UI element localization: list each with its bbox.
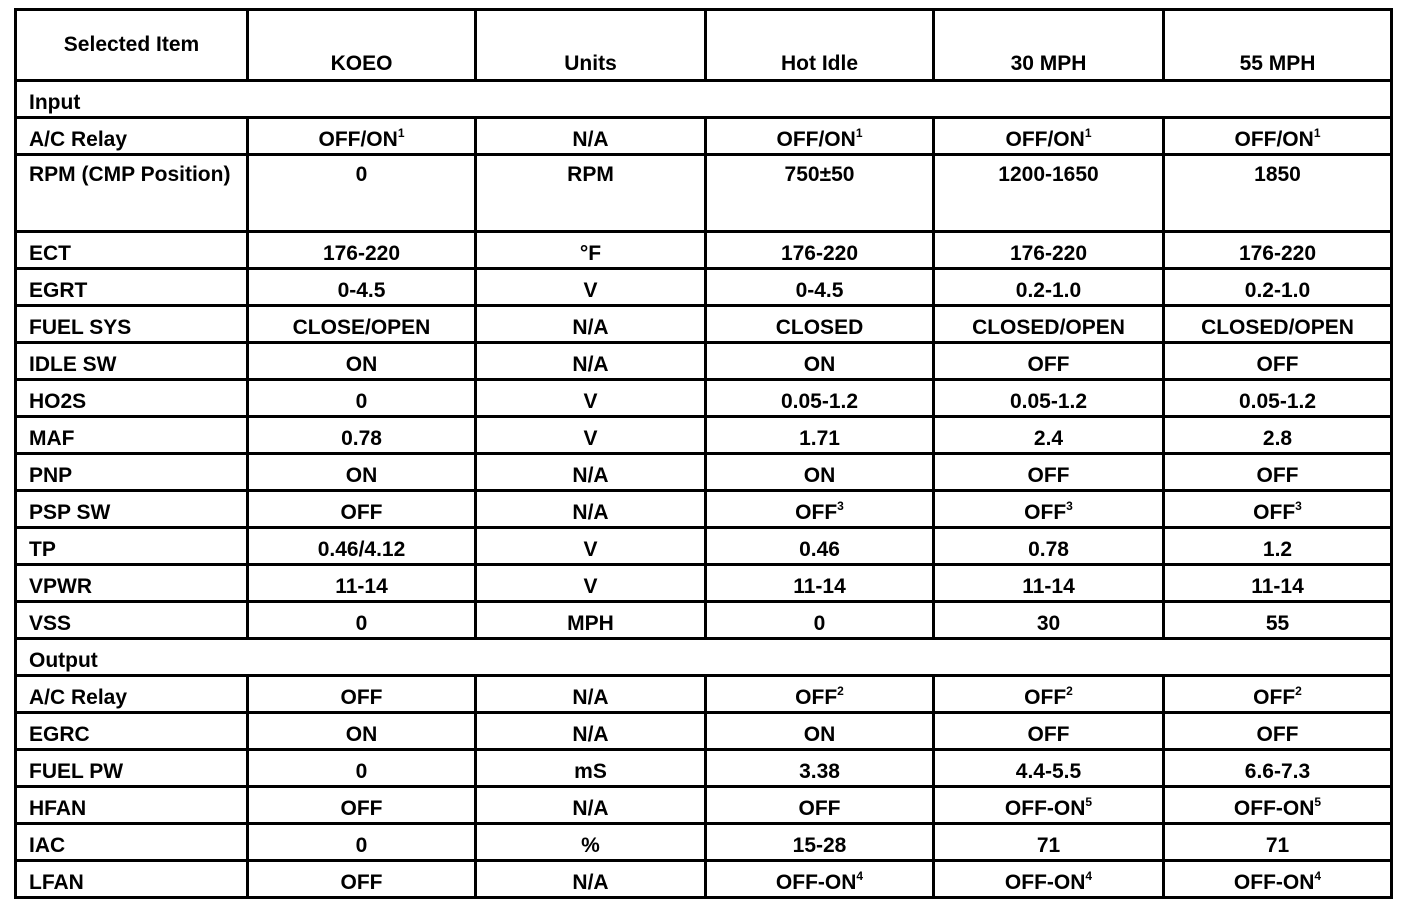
cell-55-mph bbox=[1164, 155, 1392, 232]
cell-units bbox=[476, 787, 706, 824]
cell-value: V bbox=[583, 390, 598, 413]
cell-koeo bbox=[248, 118, 476, 155]
table-row bbox=[16, 155, 1392, 232]
cell-value: OFF-ON bbox=[1233, 871, 1315, 894]
cell-value: 1.71 bbox=[799, 427, 840, 450]
cell-selected-item: MAF bbox=[16, 417, 248, 454]
cell-30-mph bbox=[934, 417, 1164, 454]
cell-value: OFF bbox=[1027, 464, 1070, 487]
footnote-marker: 4 bbox=[1085, 869, 1093, 883]
cell-55-mph bbox=[1164, 602, 1392, 639]
cell-30-mph bbox=[934, 269, 1164, 306]
cell-value: OFF bbox=[1027, 353, 1070, 376]
cell-value: OFF bbox=[1256, 464, 1299, 487]
footnote-marker: 3 bbox=[1066, 499, 1073, 513]
cell-value: 0.46 bbox=[799, 538, 840, 561]
cell-units bbox=[476, 565, 706, 602]
cell-value: MPH bbox=[567, 612, 614, 635]
cell-koeo bbox=[248, 232, 476, 269]
cell-value: OFF bbox=[340, 686, 383, 709]
cell-value: OFF bbox=[1024, 501, 1067, 524]
cell-value: 0.78 bbox=[341, 427, 382, 450]
cell-value: V bbox=[583, 575, 598, 598]
section-title: Output bbox=[16, 639, 1392, 676]
cell-30-mph bbox=[934, 491, 1164, 528]
cell-value: 0.78 bbox=[1028, 538, 1069, 561]
cell-selected-item: HFAN bbox=[16, 787, 248, 824]
cell-value: ON bbox=[345, 723, 378, 746]
footnote-marker: 5 bbox=[1085, 795, 1093, 809]
cell-value: 0 bbox=[355, 760, 368, 783]
cell-units bbox=[476, 713, 706, 750]
cell-selected-item: FUEL PW bbox=[16, 750, 248, 787]
footnote-marker: 1 bbox=[855, 126, 863, 140]
cell-value: OFF-ON bbox=[1004, 871, 1086, 894]
cell-value: CLOSE/OPEN bbox=[292, 316, 431, 339]
cell-30-mph bbox=[934, 306, 1164, 343]
footnote-marker: 3 bbox=[837, 499, 844, 513]
cell-value: 2.8 bbox=[1262, 427, 1293, 450]
cell-value: 0.2-1.0 bbox=[1015, 279, 1082, 302]
table-row bbox=[16, 713, 1392, 750]
footnote-marker: 2 bbox=[837, 684, 844, 698]
cell-koeo bbox=[248, 454, 476, 491]
cell-units bbox=[476, 306, 706, 343]
cell-value: 1.2 bbox=[1262, 538, 1293, 561]
cell-value: 176-220 bbox=[322, 242, 401, 265]
cell-value: 0.46/4.12 bbox=[317, 538, 406, 561]
cell-value: 0 bbox=[355, 834, 368, 857]
cell-koeo bbox=[248, 713, 476, 750]
cell-value: 2.4 bbox=[1033, 427, 1064, 450]
cell-55-mph bbox=[1164, 343, 1392, 380]
cell-value: 4.4-5.5 bbox=[1015, 760, 1082, 783]
cell-value: V bbox=[583, 279, 598, 302]
cell-55-mph bbox=[1164, 491, 1392, 528]
cell-30-mph bbox=[934, 713, 1164, 750]
cell-value: N/A bbox=[572, 464, 609, 487]
cell-units bbox=[476, 380, 706, 417]
table-row bbox=[16, 602, 1392, 639]
cell-hot-idle bbox=[706, 380, 934, 417]
cell-30-mph bbox=[934, 232, 1164, 269]
cell-value: 0.2-1.0 bbox=[1244, 279, 1311, 302]
cell-value: 176-220 bbox=[780, 242, 859, 265]
cell-value: 0 bbox=[813, 612, 826, 635]
cell-value: OFF-ON bbox=[1233, 797, 1315, 820]
table-row bbox=[16, 861, 1392, 898]
cell-koeo bbox=[248, 343, 476, 380]
cell-units bbox=[476, 343, 706, 380]
cell-value: 0.05-1.2 bbox=[1238, 390, 1317, 413]
cell-hot-idle bbox=[706, 565, 934, 602]
cell-hot-idle bbox=[706, 269, 934, 306]
cell-value: N/A bbox=[572, 686, 609, 709]
cell-55-mph bbox=[1164, 232, 1392, 269]
cell-value: 0-4.5 bbox=[337, 279, 386, 302]
cell-55-mph bbox=[1164, 118, 1392, 155]
header-koeo: KOEO bbox=[248, 10, 476, 81]
cell-value: 176-220 bbox=[1009, 242, 1088, 265]
cell-value: 0.05-1.2 bbox=[780, 390, 859, 413]
cell-selected-item: HO2S bbox=[16, 380, 248, 417]
cell-hot-idle bbox=[706, 787, 934, 824]
cell-selected-item: RPM (CMP Position) bbox=[16, 155, 248, 232]
cell-55-mph bbox=[1164, 417, 1392, 454]
cell-value: 0 bbox=[355, 163, 368, 186]
cell-units bbox=[476, 417, 706, 454]
footnote-marker: 1 bbox=[1313, 126, 1321, 140]
pid-reference-table bbox=[14, 8, 1393, 899]
cell-value: 0 bbox=[355, 612, 368, 635]
cell-value: OFF/ON bbox=[1234, 128, 1314, 151]
cell-value: OFF bbox=[1253, 686, 1296, 709]
cell-55-mph bbox=[1164, 824, 1392, 861]
cell-value: OFF bbox=[340, 501, 383, 524]
cell-hot-idle bbox=[706, 118, 934, 155]
cell-selected-item: A/C Relay bbox=[16, 676, 248, 713]
header-units: Units bbox=[476, 10, 706, 81]
cell-55-mph bbox=[1164, 676, 1392, 713]
cell-value: CLOSED bbox=[775, 316, 864, 339]
cell-value: ON bbox=[345, 464, 378, 487]
cell-value: 11-14 bbox=[335, 575, 388, 598]
table-row bbox=[16, 417, 1392, 454]
cell-value: OFF bbox=[1253, 501, 1296, 524]
cell-hot-idle bbox=[706, 528, 934, 565]
cell-units bbox=[476, 676, 706, 713]
cell-value: CLOSED/OPEN bbox=[972, 316, 1125, 339]
cell-55-mph bbox=[1164, 713, 1392, 750]
cell-selected-item: TP bbox=[16, 528, 248, 565]
cell-value: 71 bbox=[1265, 834, 1290, 857]
cell-value: OFF-ON bbox=[1004, 797, 1086, 820]
cell-value: OFF/ON bbox=[318, 128, 398, 151]
table-row bbox=[16, 306, 1392, 343]
cell-value: ON bbox=[803, 464, 836, 487]
cell-value: 55 bbox=[1265, 612, 1290, 635]
cell-koeo bbox=[248, 602, 476, 639]
cell-30-mph bbox=[934, 155, 1164, 232]
cell-hot-idle bbox=[706, 602, 934, 639]
cell-value: V bbox=[583, 427, 598, 450]
cell-hot-idle bbox=[706, 750, 934, 787]
cell-value: 30 bbox=[1036, 612, 1061, 635]
cell-value: 3.38 bbox=[799, 760, 840, 783]
table-row bbox=[16, 454, 1392, 491]
cell-30-mph bbox=[934, 565, 1164, 602]
table-row bbox=[16, 750, 1392, 787]
cell-selected-item: ECT bbox=[16, 232, 248, 269]
cell-selected-item: IAC bbox=[16, 824, 248, 861]
footnote-marker: 5 bbox=[1314, 795, 1322, 809]
cell-value: N/A bbox=[572, 128, 609, 151]
cell-koeo bbox=[248, 565, 476, 602]
cell-30-mph bbox=[934, 676, 1164, 713]
pid-reference-table-container bbox=[14, 8, 1390, 899]
cell-units bbox=[476, 824, 706, 861]
cell-units bbox=[476, 528, 706, 565]
cell-value: 0-4.5 bbox=[795, 279, 844, 302]
cell-koeo bbox=[248, 676, 476, 713]
cell-koeo bbox=[248, 787, 476, 824]
table-header bbox=[16, 10, 1392, 81]
cell-value: N/A bbox=[572, 871, 609, 894]
section-title: Input bbox=[16, 81, 1392, 118]
table-row bbox=[16, 118, 1392, 155]
cell-hot-idle bbox=[706, 417, 934, 454]
cell-value: OFF bbox=[795, 686, 838, 709]
cell-value: OFF bbox=[340, 871, 383, 894]
table-row bbox=[16, 232, 1392, 269]
footnote-marker: 3 bbox=[1295, 499, 1302, 513]
cell-units bbox=[476, 750, 706, 787]
cell-value: 71 bbox=[1036, 834, 1061, 857]
table-row bbox=[16, 565, 1392, 602]
header-55-mph: 55 MPH bbox=[1164, 10, 1392, 81]
cell-30-mph bbox=[934, 118, 1164, 155]
cell-units bbox=[476, 454, 706, 491]
cell-koeo bbox=[248, 380, 476, 417]
cell-55-mph bbox=[1164, 380, 1392, 417]
section-row bbox=[16, 81, 1392, 118]
footnote-marker: 1 bbox=[397, 126, 405, 140]
cell-value: 1200-1650 bbox=[998, 163, 1099, 186]
cell-30-mph bbox=[934, 750, 1164, 787]
header-selected-item: Selected Item bbox=[16, 10, 248, 81]
cell-koeo bbox=[248, 306, 476, 343]
cell-value: 1850 bbox=[1254, 163, 1301, 186]
cell-units bbox=[476, 232, 706, 269]
cell-30-mph bbox=[934, 454, 1164, 491]
cell-hot-idle bbox=[706, 155, 934, 232]
cell-55-mph bbox=[1164, 454, 1392, 491]
cell-value: CLOSED/OPEN bbox=[1201, 316, 1354, 339]
table-row bbox=[16, 380, 1392, 417]
table-row bbox=[16, 824, 1392, 861]
footnote-marker: 4 bbox=[856, 869, 864, 883]
cell-value: °F bbox=[579, 242, 602, 265]
cell-units bbox=[476, 861, 706, 898]
cell-units bbox=[476, 269, 706, 306]
table-row bbox=[16, 343, 1392, 380]
cell-value: % bbox=[581, 834, 600, 857]
header-row bbox=[16, 10, 1392, 81]
cell-value: OFF bbox=[1256, 353, 1299, 376]
footnote-marker: 4 bbox=[1314, 869, 1322, 883]
cell-55-mph bbox=[1164, 750, 1392, 787]
cell-30-mph bbox=[934, 343, 1164, 380]
cell-value: OFF/ON bbox=[776, 128, 856, 151]
cell-55-mph bbox=[1164, 787, 1392, 824]
cell-units bbox=[476, 491, 706, 528]
cell-hot-idle bbox=[706, 861, 934, 898]
cell-hot-idle bbox=[706, 343, 934, 380]
cell-55-mph bbox=[1164, 861, 1392, 898]
cell-value: OFF-ON bbox=[775, 871, 857, 894]
table-body bbox=[16, 81, 1392, 898]
cell-koeo bbox=[248, 155, 476, 232]
cell-30-mph bbox=[934, 602, 1164, 639]
cell-value: OFF bbox=[795, 501, 838, 524]
cell-hot-idle bbox=[706, 232, 934, 269]
cell-value: 15-28 bbox=[792, 834, 847, 857]
cell-value: OFF/ON bbox=[1005, 128, 1085, 151]
cell-selected-item: PSP SW bbox=[16, 491, 248, 528]
footnote-marker: 2 bbox=[1066, 684, 1073, 698]
cell-value: OFF bbox=[1256, 723, 1299, 746]
cell-value: 11-14 bbox=[1251, 575, 1304, 598]
cell-selected-item: VPWR bbox=[16, 565, 248, 602]
cell-value: RPM bbox=[567, 163, 614, 186]
cell-value: N/A bbox=[572, 723, 609, 746]
header-30-mph: 30 MPH bbox=[934, 10, 1164, 81]
cell-selected-item: IDLE SW bbox=[16, 343, 248, 380]
cell-koeo bbox=[248, 417, 476, 454]
cell-selected-item: EGRT bbox=[16, 269, 248, 306]
cell-55-mph bbox=[1164, 306, 1392, 343]
cell-55-mph bbox=[1164, 565, 1392, 602]
cell-30-mph bbox=[934, 861, 1164, 898]
cell-55-mph bbox=[1164, 269, 1392, 306]
cell-value: V bbox=[583, 538, 598, 561]
table-row bbox=[16, 528, 1392, 565]
cell-30-mph bbox=[934, 787, 1164, 824]
cell-koeo bbox=[248, 750, 476, 787]
cell-hot-idle bbox=[706, 676, 934, 713]
cell-hot-idle bbox=[706, 824, 934, 861]
cell-hot-idle bbox=[706, 713, 934, 750]
cell-value: 0 bbox=[355, 390, 368, 413]
cell-koeo bbox=[248, 269, 476, 306]
cell-value: OFF bbox=[1027, 723, 1070, 746]
cell-selected-item: EGRC bbox=[16, 713, 248, 750]
table-row bbox=[16, 491, 1392, 528]
cell-value: 0.05-1.2 bbox=[1009, 390, 1088, 413]
cell-units bbox=[476, 118, 706, 155]
cell-selected-item: PNP bbox=[16, 454, 248, 491]
cell-units bbox=[476, 602, 706, 639]
cell-30-mph bbox=[934, 380, 1164, 417]
cell-value: N/A bbox=[572, 353, 609, 376]
cell-30-mph bbox=[934, 528, 1164, 565]
cell-value: OFF bbox=[1024, 686, 1067, 709]
cell-value: N/A bbox=[572, 501, 609, 524]
cell-selected-item: VSS bbox=[16, 602, 248, 639]
cell-hot-idle bbox=[706, 306, 934, 343]
cell-selected-item: LFAN bbox=[16, 861, 248, 898]
cell-units bbox=[476, 155, 706, 232]
table-row bbox=[16, 269, 1392, 306]
cell-value: 11-14 bbox=[793, 575, 846, 598]
cell-30-mph bbox=[934, 824, 1164, 861]
cell-value: ON bbox=[803, 723, 836, 746]
table-row bbox=[16, 787, 1392, 824]
cell-value: ON bbox=[345, 353, 378, 376]
cell-koeo bbox=[248, 861, 476, 898]
cell-value: mS bbox=[574, 760, 607, 783]
cell-hot-idle bbox=[706, 491, 934, 528]
cell-selected-item: FUEL SYS bbox=[16, 306, 248, 343]
cell-value: ON bbox=[803, 353, 836, 376]
footnote-marker: 2 bbox=[1295, 684, 1302, 698]
cell-value: 6.6-7.3 bbox=[1244, 760, 1311, 783]
cell-value: 176-220 bbox=[1238, 242, 1317, 265]
cell-value: OFF bbox=[340, 797, 383, 820]
footnote-marker: 1 bbox=[1084, 126, 1092, 140]
cell-koeo bbox=[248, 491, 476, 528]
header-hot-idle: Hot Idle bbox=[706, 10, 934, 81]
cell-koeo bbox=[248, 824, 476, 861]
cell-value: N/A bbox=[572, 316, 609, 339]
cell-selected-item: A/C Relay bbox=[16, 118, 248, 155]
cell-value: 11-14 bbox=[1022, 575, 1075, 598]
section-row bbox=[16, 639, 1392, 676]
table-row bbox=[16, 676, 1392, 713]
cell-value: 750±50 bbox=[784, 163, 855, 186]
cell-value: N/A bbox=[572, 797, 609, 820]
cell-koeo bbox=[248, 528, 476, 565]
cell-value: OFF bbox=[798, 797, 841, 820]
cell-hot-idle bbox=[706, 454, 934, 491]
cell-55-mph bbox=[1164, 528, 1392, 565]
